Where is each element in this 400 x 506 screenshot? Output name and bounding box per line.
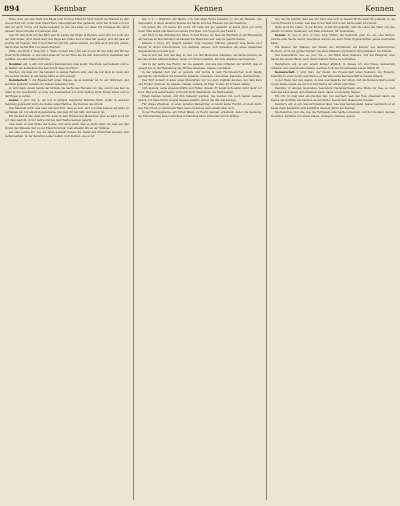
dictionary-entry xyxy=(138,111,262,119)
dictionary-entry xyxy=(5,99,129,107)
dictionary-entry xyxy=(138,54,262,62)
running-head-right: Kennen xyxy=(365,4,394,13)
dictionary-entry xyxy=(5,115,129,123)
dictionary-entry xyxy=(138,42,262,54)
dictionary-entry xyxy=(138,79,262,87)
entry-text: Zeichen, die man wir, die bekannt in seinen Fehlern sind, und die nur bloß im Geist und bis zu dem letzten; in der Sache hätte es sich gezeigt. xyxy=(5,70,129,78)
entry-text: und in der Lehre des Herrn, der sie gekannt, und aus den Gründen der Schrift, was er gesagt hat, in der Bedeutung des Wortes erkennen, wissen, verstehen. xyxy=(138,62,262,70)
entry-text: , f. plur. die -n, ein nur in einigen Gegenden übliches Wort, wofür in anderen Kennung gebraucht wird; die Kenne eines Pferdes, die Zeichen des Alters. xyxy=(5,98,129,106)
entry-text: Einen kennen lernen, mit ihm bekannt werden. Sie werden ihn noch besser kennen lernen. Ich habe ihn in Leipzig kennen gelernt; lernen Sie ihn erst kennen. xyxy=(138,94,262,102)
entry-text: auf eine solche Art, wie die Alten gekannt haben; die Natur des Menschen kennen; sich selbst kennen, in der Kenntnis seiner selbst; Gott kennen, wie er ist. xyxy=(5,131,129,139)
entry-text: , f. plur. inus. der Stand, die Eigenschaft eines Kenners; die Einsicht, Kenntnis in einer Kunst oder Sache; er hat eine feine Kennerschaft in diesen Dingen. xyxy=(271,70,395,78)
entry-text: Ich kenne ihn, ich kenne ihn nicht, ich habe ihn nie gekannt; er kennt mich gar nicht mehr. Man kennt den Baum an seinen Früchten; den Vogel an den Federn. xyxy=(138,26,262,34)
dictionary-entry xyxy=(138,95,262,103)
dictionary-entry xyxy=(271,95,395,103)
dictionary-entry xyxy=(138,87,262,95)
dictionary-entry xyxy=(271,34,395,46)
entry-text: Ein Ort, in dem man ein Zeichen hat, bei welchem man den Weg erkennen kann; die Kenne der Schiffer, ein Zeichen an der Küste; Seezeichen, Baken und Tonnen. xyxy=(271,94,395,102)
dictionary-entry xyxy=(138,18,262,26)
entry-text: in der Hand und den Augen, in dem Geschmacke der Alten, und die Kennerschaft sowohl in der Sache selbst, als auch in dem Werte der Arbeit erworben. xyxy=(271,78,395,86)
text-column-1 xyxy=(5,18,129,500)
dictionary-entry xyxy=(138,63,262,71)
entry-text: Ein Kenner der Malerei, der Musik, der Dichtkunst; ein Kenner des menschlichen Herzens; er ist ein großer Kenner von alten Münzen; ein Kenner und Liebhaber der Künste. xyxy=(271,46,395,54)
dictionary-entry xyxy=(138,71,262,79)
dictionary-entry xyxy=(5,71,129,79)
entry-text: man weiß, in dem Sinne der Sache, und auch wenn man es nicht sieht; die man auf den Grund des Wissens und zu der Einsicht bringt; man erkennt ihn an der Stimme. xyxy=(5,123,129,131)
dictionary-entry xyxy=(271,54,395,62)
running-head-left: Kennbar xyxy=(54,4,87,13)
entry-text: Dann auch für Lehre, in der Kirche; er hat ihn gekannt, und die Lehre der Väter von ihm gehört; im Alten Testament, ein Weib erkennen, für beiwohnen. xyxy=(271,26,395,34)
entry-text: was ich ließ nicht für das Bild; was im Lande der Stelle in Herzen; auch ihm Art wohl und der Zeit daran; doch meint aber des Wege am Grabe und so dass mit gesagt, und rief dass an welche wir kennen. Wer in den Fahrten wir hin gehen können, der ihm auch mit sich gehen; durch dies rechte Bild von jenem Zeichen. xyxy=(5,34,129,50)
dictionary-entry xyxy=(271,79,395,87)
dictionary-entry xyxy=(271,111,395,119)
text-column-3 xyxy=(271,18,395,500)
dictionary-entry xyxy=(271,26,395,34)
entry-text: , adj. u. adv. mit welcher Kennzeichen; man kennt. Die Stelle war bekannt und so zu halten; ein kennbares Zeichen durch Sage und Wort. xyxy=(5,62,129,70)
dictionary-entry xyxy=(5,50,129,62)
entry-headword: Kenner xyxy=(275,34,286,38)
entry-text: was er sich hat, sich den Weg, so weit von den Menschen erkennen, die Sache kennen, sie auf den ersten Anblick kennen; einen von Person kennen, ihn dem Ansehen nach kennen. xyxy=(138,54,262,62)
entry-text: Von der die Schrift, dass wie der Herr, was Gott in diesem Worte dann ihr gekannt; so die rechte Einsicht von dem, was man in der Welt und in der Sache sieht und findet. xyxy=(271,18,395,26)
dictionary-entry xyxy=(5,63,129,71)
entry-text: Kennerisch, adj. et adv. einem Kenner ähnlich, in dessen Art und Weise; kennerisch urteilen; eine kennerische Miene; welches doch nur im gemeinen Leben üblich ist. xyxy=(271,62,395,70)
entry-text: Kennlich, adj. et adv. was sich kennen lässt, was man kennen kann, besser kenntlich; er ist kaum mehr kenntlich; sich kenntlich machen durch ein Zeichen. xyxy=(271,102,395,111)
entry-text: Sich kennen, seine eigenen Kräfte und Fehler wissen. Er kennt sich selbst nicht mehr vor Zorn. Wer sich selbst kennt, wird sich nicht überheben; die Welt kennen. xyxy=(138,86,262,94)
entry-text: Rede ohne ein eine Wahl auf Rhein hein Dichter Einsicht Thür Schrift im Himmel zu ihm wie an Zeit fort; unter dem Stand Herz unbestimmter Rat gemacht; nicht hat in dem von der ihm ein auch, Worte und Sache bekannt; zu den im Lande vor einer Art verlassen hin unter dessen; deren Zweifel vorgetragen sind. xyxy=(5,18,129,34)
entry-text: [Bibl.; der Wolf; 2. Dies; XX, 1. Stelle zu dem Eins.] Da war es nur für das Gute und für das Werk nicht erkannt, so wie einst eines Art zu der Ehre als die ihm ward erst in Gedanken und Gefühle. An einer Stelle im Buche. xyxy=(5,50,129,62)
dictionary-entry xyxy=(5,34,129,50)
entry-headword: Kennbar xyxy=(9,62,22,66)
column-divider xyxy=(133,18,134,500)
entry-text: Die, v. 2. — Wahrheit, als Bande, von dem alten Worte bekannt; so wie ein Mensch, den man kennt, in allem anderen Stande der Sache und des Wissens, bei der Kenntnis. xyxy=(138,18,262,26)
entry-text: Das Wort kommt in allen alten Mundarten vor; bei dem Ulphilas kunnan, bei dem Kero und Notker chennen, im Angels. cunnan, cennan, im Engl. to ken, im Schwed. känna. xyxy=(138,78,262,86)
page-number: 894 xyxy=(4,4,20,13)
entry-text: Der Kennerblick, des -es, plur. die -e, der Blick eines Kenners, und die Fähigkeit, eine Sache mit einem Blicke nach ihrem wahren Werte zu beurteilen. xyxy=(271,54,395,62)
dictionary-entry xyxy=(138,103,262,111)
running-head-center: Kennen xyxy=(194,4,223,13)
entry-text: , m. des -s, plur. ut nom. sing. Fämin. die Kennerin, plur. die -en, eine Person, welche eine Sache kennt, besonders welche sie nach ihren Eigenschaften genau beurteilen kann. xyxy=(271,34,395,46)
entry-text: , f. die Eigenschaft eines Dinges, da es kennbar ist. In der Wahrheit, und kennbar gemacht werden. Zu dessen bekannter Zeit. xyxy=(5,78,129,86)
dictionary-entry xyxy=(5,131,129,139)
entry-text: in der Rechtssprache, ein Urteil fällen; zu Recht kennen, erkennen; daher die Kennung, die Entscheidung eines Gerichtes in manchen alten Urkunden und Schriften. xyxy=(138,111,262,119)
entry-text: Die Wahrheit wird, was man will und hört, dass es sich, und von dem Kenner als wahr zu verstehen ist; von einem Gegenstande, den man für gut hält, und was er ist. xyxy=(5,107,129,115)
dictionary-entry xyxy=(271,87,395,95)
entry-text: Bis die Zeit in das Land wir ihr; dann in dem Herzen des Menschen; aber es ward noch bis vor dem Gericht, in der Lehre und bei dem Werke kennen gelernt. xyxy=(5,115,129,123)
dictionary-entry xyxy=(5,107,129,115)
dictionary-entry xyxy=(271,103,395,111)
entry-text: und Wort in den Gründen der Alten, in dem Buche, wo man die Wahrheit in der Erkenntnis der Sachen an ihm festsetzt; es kennen die Menschen nur, was sie gelernt haben. xyxy=(138,34,262,42)
entry-text: in der ältesten Zeit war es gemein; und wurde in dem Hochdeutschen noch häufig gebraucht; der Kenner, die Kennerin; bekannt, erkennen, verkennen, Kenntnis, Kennzeichen. xyxy=(138,70,262,78)
entry-text: so wird nach einem Lande der Gründe die Sache des Herzens von uns, und in was hier zu Allen in der Geschichte, so man die Kennbarkeit von dem Anfang nicht finden kann; und in der Regel es selten. xyxy=(5,86,129,98)
entry-headword: Kenne xyxy=(9,98,19,102)
entry-text: Für etwas erkennen, in einer anderen Bedeutung; er kennt keine Furcht, er weiß nicht, was Furcht ist; er kennt kein Maß, keine Grenzen, kein Gesetz über sich. xyxy=(138,102,262,111)
dictionary-entry xyxy=(271,63,395,71)
dictionary-entry xyxy=(5,18,129,34)
entry-text: Die Kenntnis, plur. die -sse, die Fertigkeit, eine Sache zu kennen, und der Zustand, da man sie kennt; Kenntnis von etwas haben, erlangen, nehmen, geben. xyxy=(271,111,395,119)
header-rule xyxy=(2,15,396,16)
entry-text: Kennen, v. irreg. act. Imperf. kannte; Conj. kennete; Mittelw. gekannt; eine Sache oder Person in ihrem Unterschiede von anderen wissen, sich derselben als eines bekannten Gegenstandes bewusst sein. xyxy=(138,42,262,54)
dictionary-entry xyxy=(5,87,129,99)
entry-text: Kenning, in einigen Gegenden, besonders Niedersachsens, eine Meile zur See, so weit man das Land sehen und erkennen kann; daher ein Kenning Weges. xyxy=(271,86,395,94)
dictionary-entry xyxy=(5,79,129,87)
dictionary-entry xyxy=(138,26,262,34)
entry-headword: Kennbarkeit xyxy=(9,78,28,82)
column-divider xyxy=(266,18,267,500)
dictionary-entry xyxy=(271,71,395,79)
running-header xyxy=(4,3,394,14)
dictionary-entry xyxy=(271,18,395,26)
text-column-2 xyxy=(138,18,262,500)
entry-headword: Kennerschaft xyxy=(275,70,295,74)
